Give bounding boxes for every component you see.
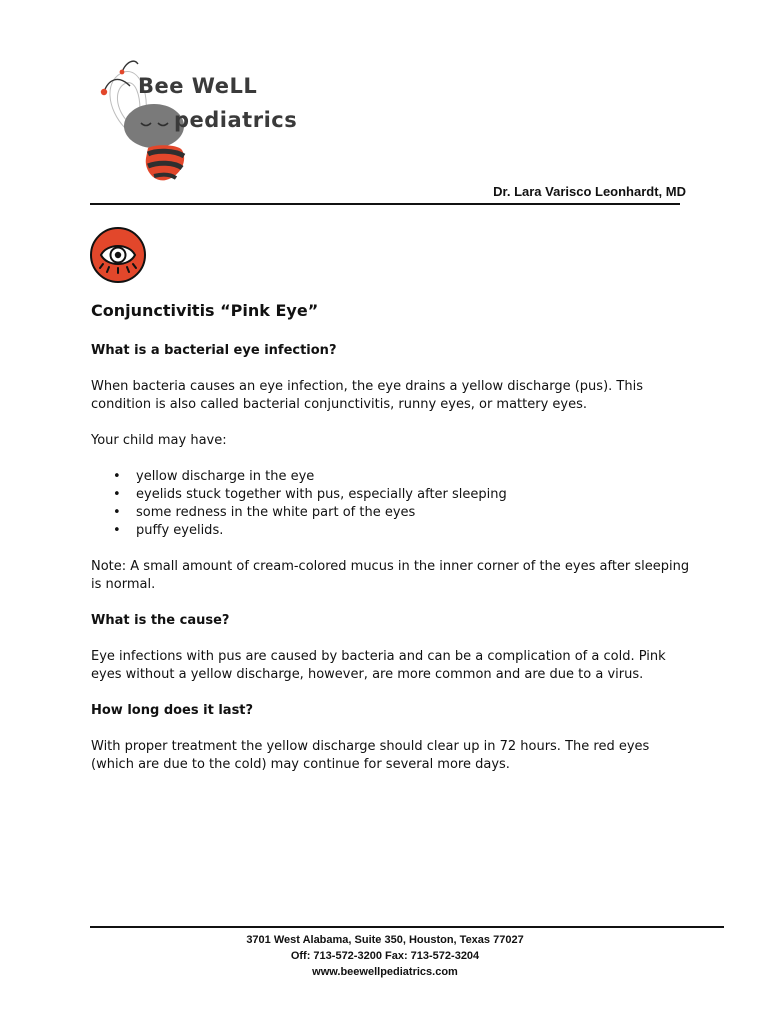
question-heading-3: How long does it last? [91,703,254,718]
list-item-text: eyelids stuck together with pus, especially after sleeping [136,487,507,502]
list-item-text: puffy eyelids. [136,523,224,538]
page-title: Conjunctivitis “Pink Eye” [91,301,319,320]
paragraph-1: When bacteria causes an eye infection, the eye drains a yellow discharge (pus). This condition is also called bacterial conjunctivitis, runny eyes, or mattery eyes. [91,379,643,412]
bullet-icon: • [113,523,121,538]
bee-well-logo [96,44,298,184]
symptom-list [91,468,691,540]
bullet-icon: • [113,505,121,520]
question-heading-1: What is a bacterial eye infection? [91,343,337,358]
note-paragraph: Note: A small amount of cream-colored mucus in the inner corner of the eyes after sleeping is normal. [91,559,690,592]
list-item [91,486,691,504]
footer [90,932,680,980]
list-item [91,504,691,522]
paragraph-4: With proper treatment the yellow discharge should clear up in 72 hours. The red eyes (which are due to the cold) may continue for several more days. [91,739,650,772]
doctor-name: Dr. Lara Varisco Leonhardt, MD [493,184,686,199]
logo-wordmark-line2: pediatrics [174,108,298,132]
list-item [91,468,691,486]
footer-website: www.beewellpediatrics.com [312,966,458,978]
article [91,300,691,792]
paragraph-2: Your child may have: [91,433,227,448]
question-heading-2: What is the cause? [91,613,230,628]
bullet-icon: • [113,469,121,484]
list-item-text: yellow discharge in the eye [136,469,315,484]
list-item-text: some redness in the white part of the eyes [136,505,416,520]
footer-address: 3701 West Alabama, Suite 350, Houston, Texas 77027 [246,934,524,946]
eye-badge [89,226,147,284]
paragraph-3: Eye infections with pus are caused by bacteria and can be a complication of a cold. Pink eyes without a yellow discharge, however, are more common and are due to a virus. [91,649,666,682]
footer-divider [90,926,724,928]
list-item [91,522,691,540]
header-divider [90,203,680,205]
bullet-icon: • [113,487,121,502]
eye-icon [89,226,147,284]
logo-wordmark-line1: Bee WeLL [138,74,258,98]
footer-phones: Off: 713-572-3200 Fax: 713-572-3204 [290,950,480,962]
